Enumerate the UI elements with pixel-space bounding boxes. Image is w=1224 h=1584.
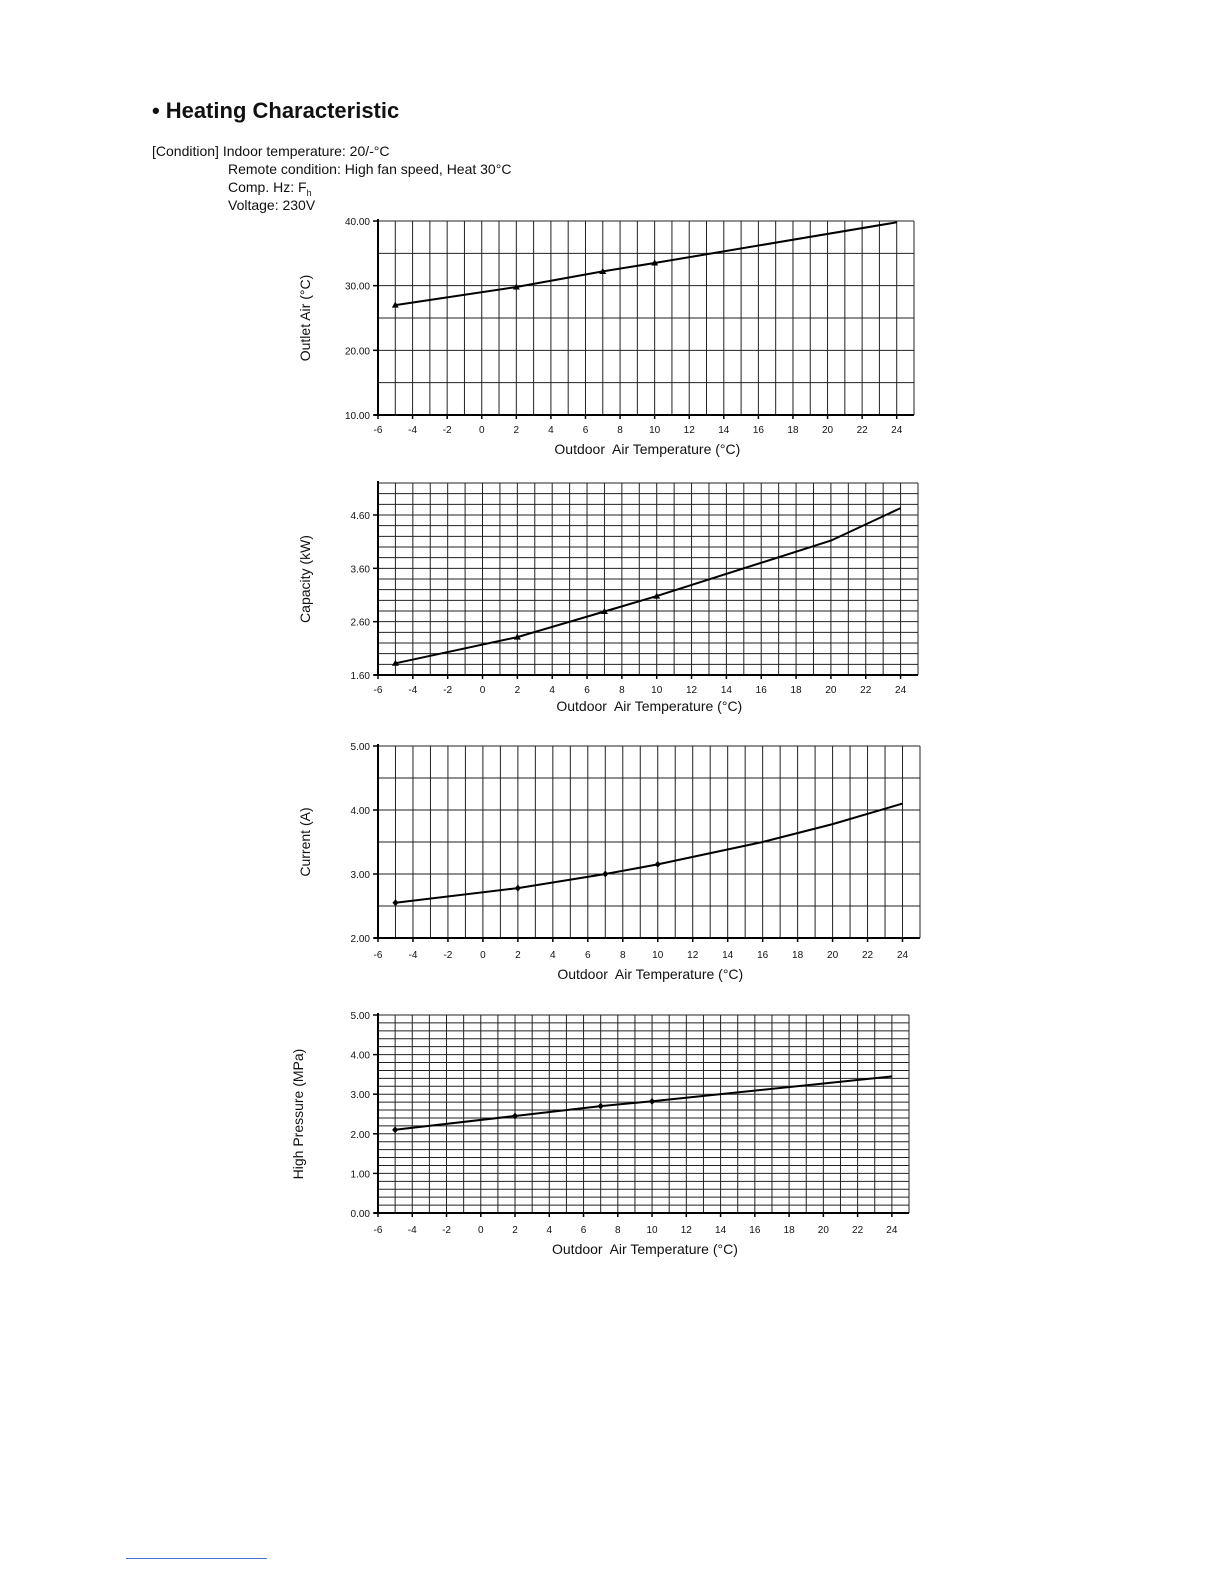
x-tick-label: 6 (580, 1225, 587, 1236)
x-tick-label: 24 (895, 685, 907, 696)
data-point (392, 1126, 398, 1133)
data-point (392, 899, 398, 906)
y-tick-label: 0.00 (350, 1209, 370, 1220)
y-tick-label: 3.00 (350, 870, 370, 881)
x-tick-label: 6 (585, 950, 591, 961)
y-tick-label: 5.00 (350, 742, 370, 753)
x-tick-label: -6 (373, 685, 383, 696)
condition-label: [Condition] (152, 143, 219, 159)
x-axis-label: Outdoor Air Temperature (°C) (556, 698, 743, 714)
data-point (653, 593, 660, 599)
x-tick-label: 12 (680, 1225, 692, 1236)
y-axis-label: Capacity (kW) (297, 535, 313, 623)
data-point (655, 861, 661, 868)
x-axis-label: Outdoor Air Temperature (°C) (552, 1241, 738, 1257)
y-tick-label: 1.00 (350, 1169, 370, 1181)
y-tick-label: 5.00 (350, 1011, 370, 1022)
y-tick-label: 4.00 (350, 806, 370, 817)
condition-voltage: Voltage: 230V (228, 197, 316, 213)
data-point (514, 634, 521, 640)
x-tick-label: 12 (687, 950, 699, 961)
x-tick-label: 2 (515, 950, 521, 961)
chart-4 (290, 1011, 909, 1257)
x-tick-label: 22 (852, 1225, 864, 1236)
condition-line-indoor (152, 142, 390, 160)
x-tick-label: 16 (757, 950, 769, 961)
data-point (513, 283, 520, 289)
y-tick-label: 40.00 (344, 217, 370, 228)
y-tick-label: 2.00 (350, 1129, 370, 1141)
heading-title: Heating Characteristic (165, 98, 400, 123)
x-tick-label: -4 (407, 1225, 417, 1236)
page-heading (152, 98, 399, 124)
x-tick-label: 18 (783, 1225, 795, 1236)
series-line (395, 222, 896, 305)
x-tick-label: -2 (442, 1225, 451, 1236)
y-tick-label: 2.00 (350, 934, 370, 945)
heading-bullet: • (152, 98, 160, 123)
data-point (599, 268, 606, 274)
series-line (395, 508, 900, 663)
x-tick-label: 4 (549, 685, 555, 696)
chart-1 (297, 217, 914, 457)
x-tick-label: 0 (479, 685, 486, 696)
data-point (598, 1103, 604, 1110)
x-tick-label: 20 (827, 950, 839, 961)
x-tick-label: 14 (722, 950, 734, 961)
y-tick-label: 2.60 (350, 617, 370, 629)
x-tick-label: 24 (896, 950, 909, 961)
x-tick-label: 18 (787, 425, 799, 436)
x-tick-label: 22 (856, 425, 868, 436)
x-tick-label: -4 (408, 425, 418, 436)
x-tick-label: 10 (651, 685, 663, 696)
x-tick-label: 10 (652, 950, 664, 961)
y-tick-label: 3.60 (350, 564, 370, 576)
x-tick-label: 22 (860, 685, 872, 696)
x-tick-label: 4 (548, 425, 554, 436)
x-tick-label: -2 (443, 685, 453, 696)
chart-3 (297, 742, 920, 982)
x-axis-label: Outdoor Air Temperature (°C) (554, 441, 741, 457)
x-tick-label: -4 (408, 950, 418, 961)
data-point (392, 660, 399, 666)
x-tick-label: 16 (755, 685, 767, 696)
y-tick-label: 4.00 (350, 1050, 370, 1062)
x-tick-label: -6 (373, 425, 383, 436)
x-tick-label: 16 (752, 425, 764, 436)
x-tick-label: 0 (480, 950, 486, 961)
x-tick-label: 8 (619, 685, 625, 696)
x-tick-label: 20 (821, 425, 834, 436)
x-tick-label: 6 (584, 685, 590, 696)
y-tick-label: 1.60 (350, 671, 370, 682)
x-tick-label: 8 (615, 1225, 621, 1236)
y-tick-label: 4.60 (350, 511, 370, 522)
y-axis-label: High Pressure (MPa) (290, 1048, 306, 1180)
x-tick-label: 2 (513, 425, 520, 436)
x-tick-label: 14 (718, 425, 730, 436)
x-tick-label: 20 (817, 1225, 829, 1236)
chart-2 (297, 481, 918, 714)
y-axis-label: Current (A) (297, 807, 313, 877)
condition-comp-sub: h (306, 187, 312, 198)
x-tick-label: -4 (408, 685, 418, 696)
x-tick-label: -6 (373, 1225, 383, 1236)
x-axis-label: Outdoor Air Temperature (°C) (557, 966, 744, 982)
x-tick-label: 2 (514, 685, 521, 696)
x-tick-label: -2 (443, 950, 453, 961)
x-tick-label: 20 (825, 685, 837, 696)
x-tick-label: 4 (550, 950, 556, 961)
x-tick-label: 0 (478, 425, 485, 436)
series-line (395, 1076, 892, 1129)
data-point (649, 1098, 655, 1105)
y-tick-label: 10.00 (344, 411, 370, 422)
x-tick-label: 18 (790, 685, 802, 696)
condition-comp-prefix: Comp. Hz: F (228, 179, 307, 195)
x-tick-label: 2 (512, 1225, 518, 1236)
data-point (602, 871, 608, 878)
data-point (512, 1112, 518, 1119)
x-tick-label: 24 (886, 1225, 898, 1236)
x-tick-label: 4 (546, 1225, 553, 1236)
x-tick-label: 0 (477, 1225, 484, 1236)
footer-rule (126, 1558, 267, 1559)
condition-indoor: Indoor temperature: 20/-°C (222, 143, 390, 159)
x-tick-label: 8 (617, 425, 623, 436)
x-tick-label: 12 (683, 425, 695, 436)
x-tick-label: 12 (685, 685, 698, 696)
y-tick-label: 3.00 (350, 1090, 370, 1102)
x-tick-label: 24 (891, 425, 903, 436)
data-point (515, 885, 521, 892)
x-tick-label: 18 (792, 950, 804, 961)
x-tick-label: 10 (649, 425, 661, 436)
x-tick-label: 6 (582, 425, 589, 436)
x-tick-label: 16 (749, 1225, 761, 1236)
x-tick-label: -6 (373, 950, 383, 961)
condition-remote: Remote condition: High fan speed, Heat 30°C (228, 161, 512, 177)
y-axis-label: Outlet Air (°C) (297, 274, 313, 362)
data-point (392, 302, 399, 308)
y-tick-label: 30.00 (344, 281, 370, 293)
x-tick-label: 22 (861, 950, 874, 961)
series-line (396, 804, 903, 903)
x-tick-label: 14 (720, 685, 732, 696)
data-point (601, 608, 608, 614)
x-tick-label: 8 (619, 950, 626, 961)
data-point (651, 260, 658, 266)
y-tick-label: 20.00 (344, 346, 370, 358)
x-tick-label: 10 (646, 1225, 658, 1236)
x-tick-label: -2 (442, 425, 452, 436)
x-tick-label: 14 (715, 1225, 727, 1236)
